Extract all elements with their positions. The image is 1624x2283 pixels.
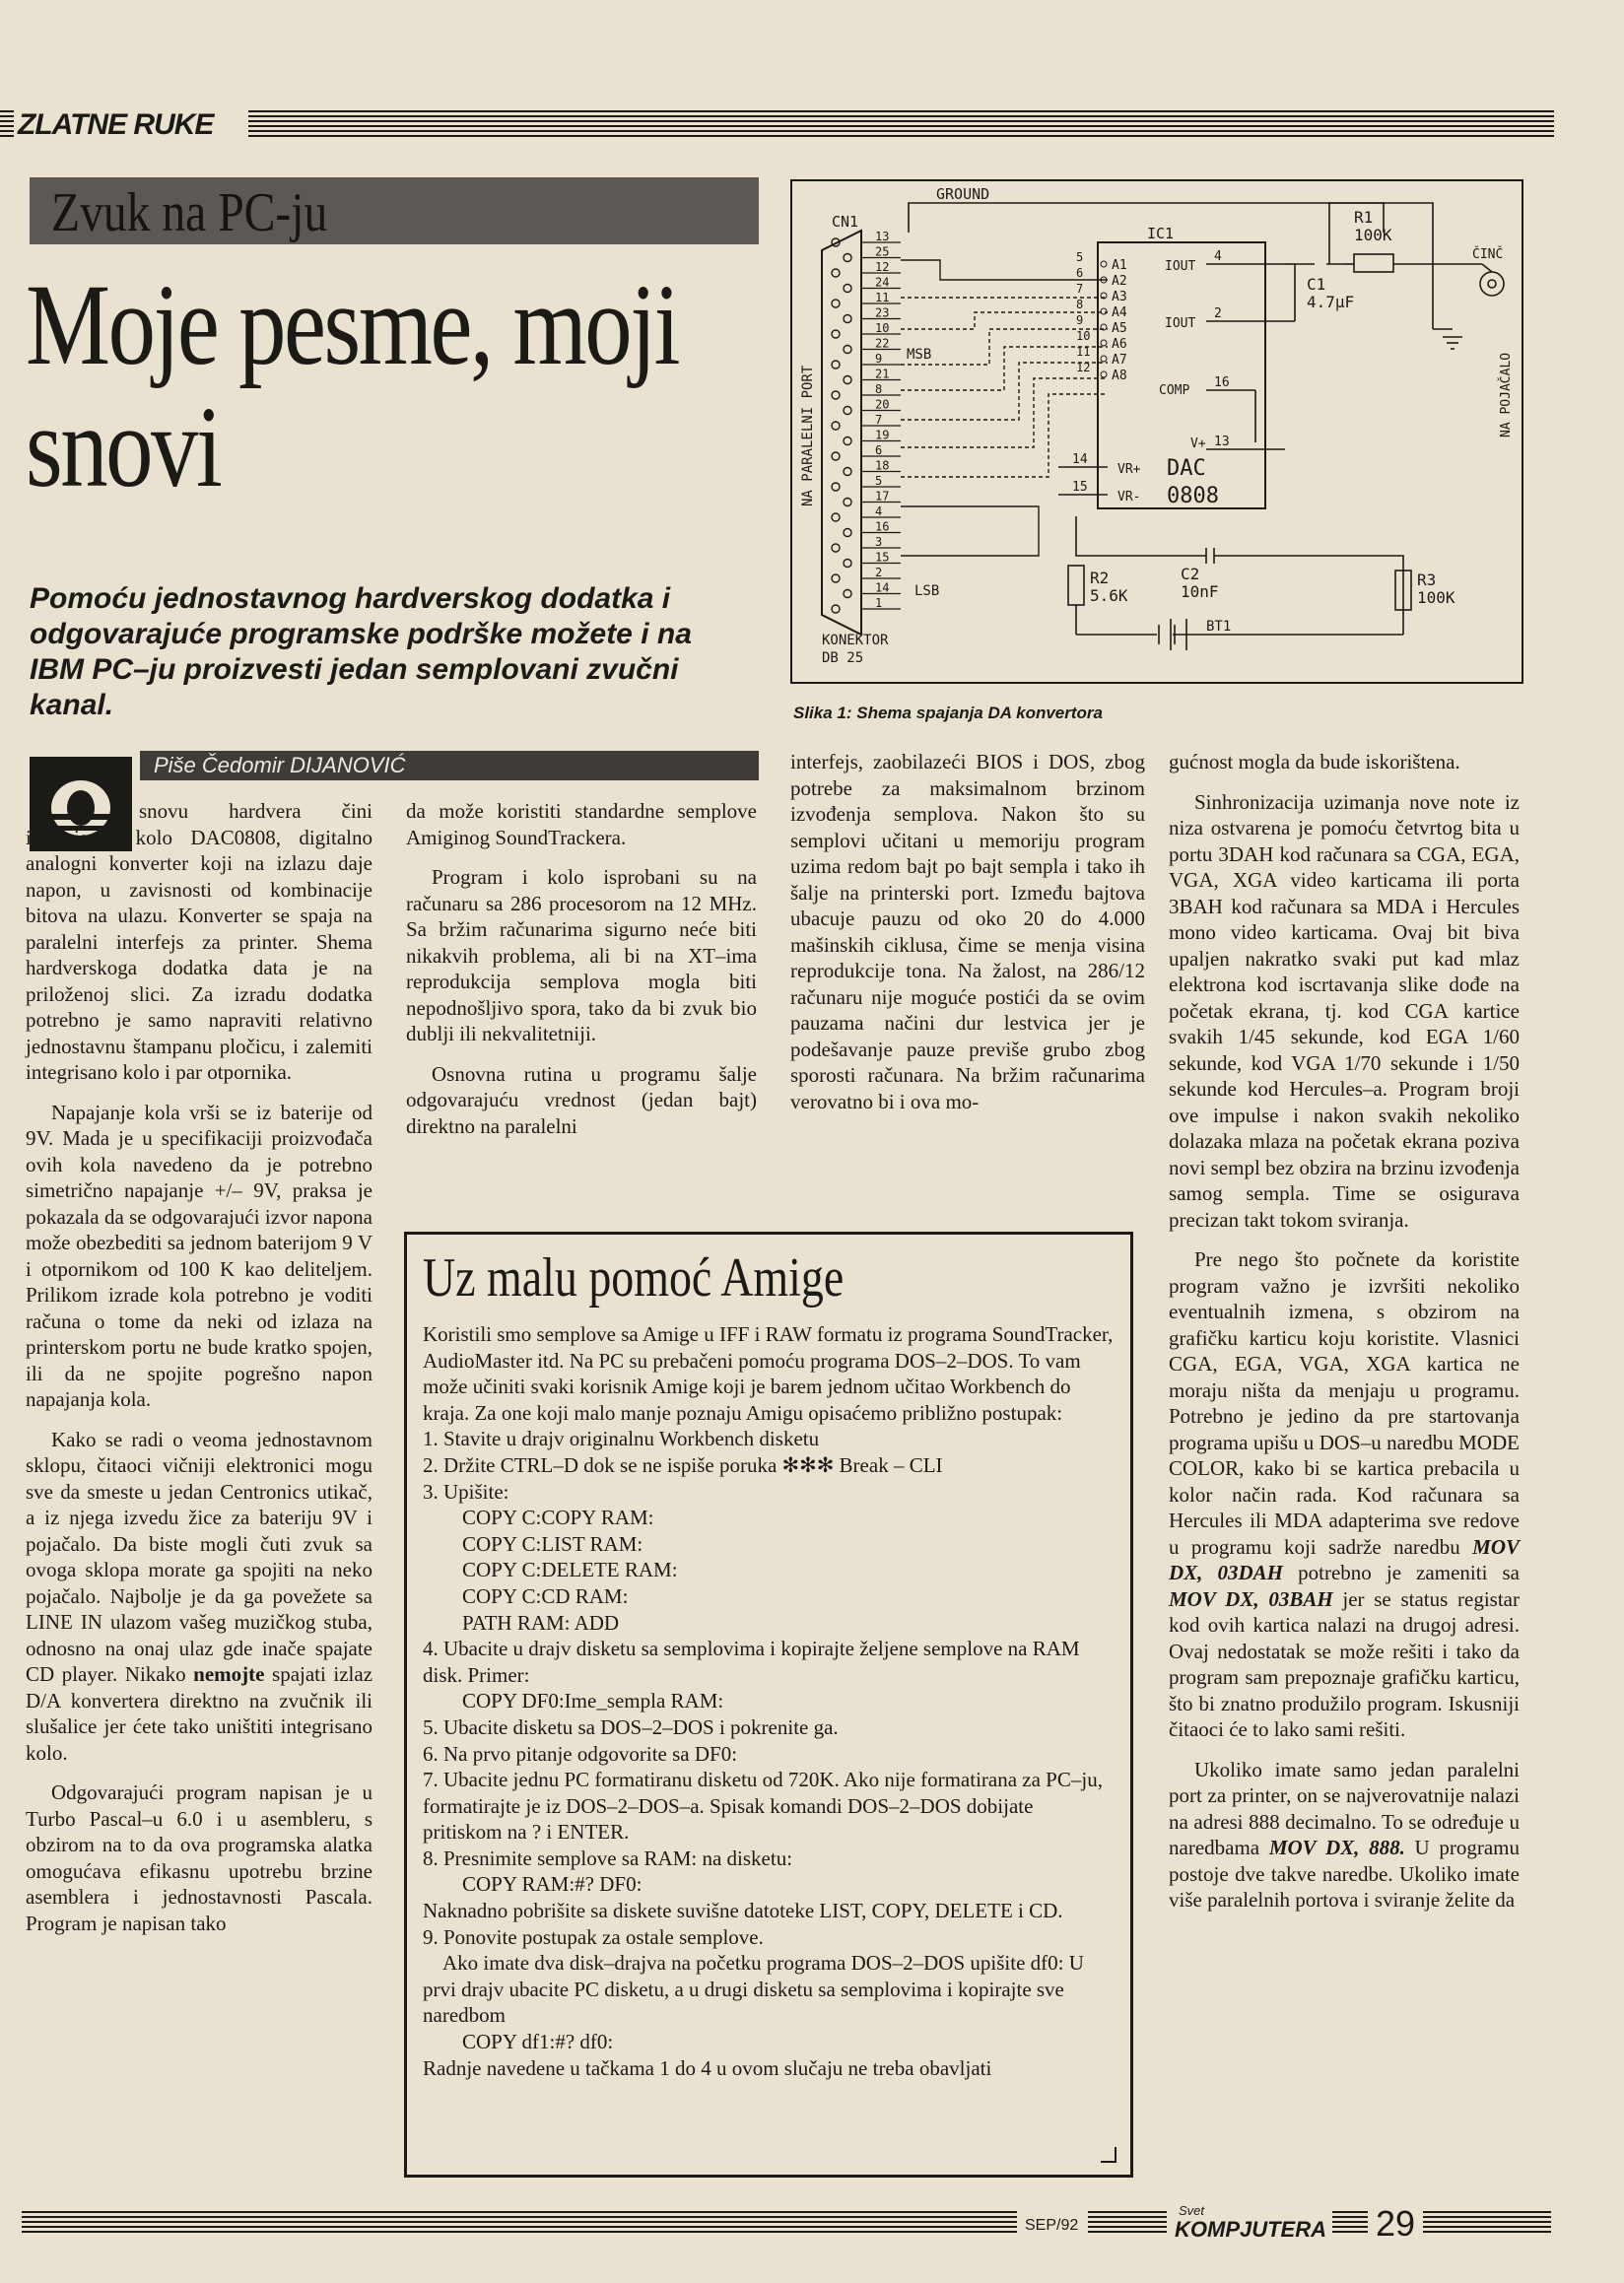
sidebar-box [404,1232,1133,2178]
connector-pin-number: 7 [875,413,883,427]
connector-pin [844,346,851,354]
connector-pin-number: 21 [875,367,890,381]
connector-pin [832,452,840,460]
connector-pin [844,499,851,506]
label-r1-value: 100K [1354,226,1392,244]
connector-pin [844,529,851,537]
sidebar-line: COPY C:DELETE RAM: [462,1558,678,1582]
ic-pin [1101,371,1107,377]
connector-pin-number: 23 [875,305,890,320]
connector-pin [832,330,840,338]
connector-pin [832,422,840,430]
connector-pin [844,376,851,384]
label-cn1: CN1 [832,213,859,231]
connector-pin [844,315,851,323]
label-c2-value: 10nF [1181,582,1219,601]
ic-pin [1101,340,1107,346]
ic-pin [1101,261,1107,267]
connector-pin [844,285,851,293]
ic-pin [1101,308,1107,314]
ic-pin [1101,356,1107,362]
sidebar-line: 4. Ubacite u drajv disketu sa semplovima i kopirajte željene semplove na RAM disk. Primer: [423,1637,1080,1687]
footer-rule-right [1332,2211,1368,2233]
label-comp: COMP [1159,383,1190,398]
col2-para-3: Osnovna rutina u programu šalje odgovarajuću vrednost (jedan bajt) direktno na paralelni [406,1061,757,1138]
schematic-svg [792,181,1522,682]
footer-rule [22,2211,1017,2233]
label-dac: DAC [1167,456,1206,481]
footer-rule-mid [1088,2211,1167,2233]
header-rule-left [0,110,14,140]
label-iout2: IOUT [1165,316,1196,331]
connector-pin-number: 9 [875,352,883,366]
col4-para-3: Pre nego što počnete da koristite program važno je izvršiti nekoliko eventualnih izmena, s obzirom na grafičku karticu koju koristite. Vlasnici CGA, EGA, VGA, XGA kartica ne moraju ništa da menjaju u programu. Potrebno je jedino da pre startovanja programa upišu u DOS–u naredbu MODE COLOR, kako bi se kartica prebacila u kolor način rada. Kod računara sa Hercules ili MDA adapterima sve redove u programu koji sadrže naredbu MOV DX, 03DAH potrebno je zameniti sa MOV DX, 03BAH jer se status registar kod ovih kartica nalazi na drugoj adresi. Ovaj nedostatak se može rešiti i tako da program sam prepoznaje grafičku karticu, što bi znatno produžilo program. Iskusniji čitaoci će to lako sami rešiti. [1169,1247,1521,1741]
col2-para-2: Program i kolo isprobani su na računaru sa 286 procesorom na 12 MHz. Sa bržim računarima sigurno neće biti nikakvih problema, ali bi na XT–ima reprodukcija semplova mogla biti nepodnošljivo spora, tako da bi zvuk bio dublji ili nekvalitetniji. [406,865,757,1045]
sidebar-line: COPY C:LIST RAM: [462,1531,643,1556]
col3-para-1: interfejs, zaobilazeći BIOS i DOS, zbog potrebe za maksimalnom brzinom izvođenja semplova. Nakon što su semplovi učitani u memoriju program uzima redom bajt po bajt sempla i tako ih šalje na printerski port. Između bajtova ubacuje pauzu od oko 20 do 4.000 mašinskih ciklusa, čime se menja visina reprodukcije tona. Na žalost, na 286/12 računaru nije moguće postići da se ovim pauzama načini dur lestvica jer je podešavanje pauze previše grubo zbog sporosti računara. Na bržim računarima verovatno bi i ova mo- [790,750,1145,1113]
header-rule [248,110,1554,140]
sidebar-line: COPY RAM:#? DF0: [462,1872,643,1897]
kicker: Zvuk na PC-ju [51,182,328,243]
label-msb: MSB [907,347,932,363]
kicker-banner [30,177,759,244]
connector-pin-number: 12 [875,260,890,274]
box-end-mark [1101,2147,1116,2163]
sidebar-line: Radnje navedene u tačkama 1 do 4 u ovom slučaju ne treba obavljati [423,2055,992,2080]
connector-pin [832,300,840,307]
label-ic1: IC1 [1147,225,1175,242]
sidebar-line: Naknadno pobrišite sa diskete suvišne datoteke LIST, COPY, DELETE i CD. [423,1899,1063,1923]
col4-para-2: Sinhronizacija uzimanja nove note iz niza ostvarena je pomoću četvrtog bita u portu 3DAH kod računara sa CGA, EGA, VGA, XGA video karticama ili porta 3BAH kod računara sa MDA i Hercules mono video karticama. Ovaj bit biva upaljen nakratko svaki put kad mlaz elektrona kod iscrtavanja slike dođe na početak ekrana, tj. kod CGA kartice svakih 1/45 sekunde, kod EGA 1/60 sekunde, kod VGA 1/70 sekunde i 1/50 sekunde kod Hercules–a. Program broji ove impulse i nakon svakih nekoliko dolazaka mlaza na početak ekrana poziva novi sempl bez obzira na brzinu izvođenja samog sempla. Time se osigurava precizan takt tokom sviranja. [1169,789,1520,1232]
label-bt1: BT1 [1206,619,1232,635]
connector-pin-number: 18 [875,458,890,473]
pin-number: 4 [1214,249,1222,264]
sidebar-line: 6. Na prvo pitanje odgovorite sa DF0: [423,1741,738,1766]
label-port: NA PARALELNI PORT [800,365,816,506]
connector-pin-number: 14 [875,580,890,595]
headline-line-2: snovi [26,382,221,511]
column-1 [26,798,372,1950]
ic-pin-label: A7 [1112,353,1127,368]
sidebar-line: 8. Presnimite semplove sa RAM: na disketu: [423,1846,793,1870]
col1-para-1: snovu hardvera čini integrisano kolo DAC0808, digitalno analogni konverter koji na izlazu daje napon, u zavisnosti od kombinacije bitova na ulazu. Konverter se spaja na paralelni interfejs za printer. Shema hardverskoga dodatka data je na priloženoj slici. Za izradu dodatka potrebno je samo napraviti relativno jednostavnu štampanu pločicu, i zalemiti integrisano kolo i par otpornika. [26,799,372,1084]
ic-pin-number: 7 [1076,282,1084,296]
col1-para-4: Odgovarajući program napisan je u Turbo Pascal–u 6.0 i u asembleru, s obzirom na to da ova programska alatka omogućava efikasnu upotrebu brzine asemblera i jednostavnosti Pascala. Program je napisan tako [26,1780,372,1935]
sidebar-line: Ako imate dva disk–drajva na početku programa DOS–2–DOS upišite df0: U prvi drajv ubacite PC disketu, a u drugi disketu sa semplovima i kopirajte sve naredbom [423,1951,1084,2028]
connector-pin [832,605,840,613]
column-2 [406,798,757,1153]
connector-pin [832,361,840,369]
ic-pin-number: 12 [1076,361,1091,374]
label-dac-number: 0808 [1167,484,1219,508]
connector-pin-number: 13 [875,230,890,243]
connector-pin-number: 2 [875,566,883,579]
connector-pin-number: 15 [875,550,890,565]
connector-pin [844,437,851,445]
footer-issue: SEP/92 [1025,2217,1079,2234]
sidebar-body [423,1321,1115,2081]
connector-pin [832,544,840,552]
connector-pin [844,407,851,415]
connector-pin [832,574,840,582]
connector-pin [832,269,840,277]
connector-pin [832,513,840,521]
sidebar-line: COPY df1:#? df0: [462,2030,614,2054]
col4-para-4: Ukoliko imate samo jedan paralelni port za printer, on se najverovatnije nalazi na adresi 888 decimalno. To se određuje u naredbama MOV DX, 888. U programu postoje dve takve naredbe. Ukoliko imate više paralelnih portova i sviranje želite da [1169,1757,1521,1912]
schematic-figure [790,179,1523,684]
connector-pin-number: 16 [875,519,890,534]
col2-para-1: da može koristiti standardne semplove Amiginog SoundTrackera. [406,799,757,849]
figure-caption: Slika 1: Shema spajanja DA konvertora [793,704,1103,722]
sidebar-title: Uz malu pomoć Amige [423,1247,845,1309]
column-3 [790,749,1145,1128]
ground-wire [909,203,1384,233]
ic-pin-label: A1 [1112,258,1127,273]
ic-pin-label: A5 [1112,321,1127,336]
sidebar-line: 7. Ubacite jednu PC formatiranu disketu od 720K. Ako nije formatirana za PC–ju, formatirajte je iz DOS–2–DOS–a. Spisak komandi DOS–2–DOS dobijate pritiskom na ? i ENTER. [423,1768,1103,1845]
label-r2-value: 5.6K [1090,586,1128,605]
col1-para-3: Kako se radi o veoma jednostavnom sklopu, čitaoci vičniji elektronici mogu sve da smeste u jedan Centronics utikač, a iz njega izvedu žice za bateriju 9V i pojačalo. Da biste mogli čuti zvuk sa ovoga sklopa morate ga spojiti na neko pojačalo. Najbolje je da ga povežete sa LINE IN ulazom vašeg muzičkog stuba, odnosno na onaj ulaz gde inače spajate CD player. Nikako nemojte spajati izlaz D/A konvertera direktno na zvučnik ili slušalice jer ćete tako uništiti integrisano kolo. [26,1427,373,1765]
ic-pin-label: A8 [1112,369,1127,383]
col4-para-1: gućnost mogla da bude iskorištena. [1169,750,1460,773]
label-r3: R3 [1417,571,1437,589]
column-4 [1169,749,1520,1927]
ic-pin-number: 10 [1076,329,1091,343]
ic-pin-number: 9 [1076,313,1084,327]
ic-pin-label: A2 [1112,274,1127,289]
label-vrminus: VR- [1117,490,1141,504]
label-vrplus: VR+ [1117,462,1141,477]
sidebar-line: COPY C:CD RAM: [462,1583,629,1608]
footer-rule-end [1423,2211,1551,2233]
connector-pin-number: 10 [875,321,890,335]
pin-number: 15 [1072,480,1088,495]
label-pojacalo: NA POJAČALO [1499,352,1514,437]
footer-brand-small: Svet [1179,2203,1205,2218]
connector-pin [844,468,851,476]
lead-paragraph: Pomoću jednostavnog hardverskog dodatka i odgovarajuće programske podrške možete i na IBM PC–ju proizvesti jedan semplovani zvučni kanal. [30,582,692,721]
ic-pin-label: A6 [1112,337,1127,352]
label-ground: GROUND [936,185,990,203]
ic-pin-number: 5 [1076,250,1084,264]
emphasis-nemojte: nemojte [193,1662,265,1686]
label-r2: R2 [1090,569,1110,587]
connector-pin-number: 25 [875,244,890,259]
label-r1: R1 [1354,208,1374,227]
connector-pin [844,560,851,568]
connector-pin-number: 3 [875,535,883,549]
connector-pin-number: 8 [875,382,883,396]
label-c1: C1 [1307,275,1326,294]
headline [26,260,679,511]
connector-pin-number: 5 [875,474,883,488]
sidebar-line: PATH RAM: ADD [462,1610,620,1635]
pin-number: 16 [1214,375,1230,390]
connector-pin-number: 19 [875,428,890,442]
sidebar-line: COPY DF0:Ime_sempla RAM: [462,1689,724,1713]
ic-pin-label: A4 [1112,305,1127,320]
label-c1-value: 4.7µF [1307,293,1355,311]
connector-pin [832,483,840,491]
byline: Piše Čedomir DIJANOVIĆ [140,751,759,780]
label-r3-value: 100K [1417,588,1455,607]
label-konektor: KONEKTOR [822,633,889,648]
connector-pin [844,590,851,598]
sidebar-line: Koristili smo semplove sa Amige u IFF i RAW formatu iz programa SoundTracker, AudioMaster itd. Na PC su prebačeni pomoću programa DOS–2–DOS. To vam može učiniti svaki korisnik Amige koji je barem jednom učitao Workbench do kraja. Za one koji malo manje poznaju Amigu opisaćemo približno postupak: [423,1322,1114,1425]
connector-body [822,231,861,635]
pin-number: 13 [1214,435,1230,449]
connector-pin-number: 17 [875,489,890,504]
section-title: ZLATNE RUKE [18,108,214,141]
sidebar-line: 1. Stavite u drajv originalnu Workbench disketu [423,1427,820,1451]
label-db25: DB 25 [822,650,864,666]
connector-pin-number: 22 [875,336,890,351]
label-cinc: ČINČ [1472,247,1504,262]
connector-pin [832,391,840,399]
col1-para-2: Napajanje kola vrši se iz baterije od 9V. Mada je u specifikaciji proizvođača ovih kola navedeno da je potrebno simetrično napajanje +/– 9V, praksa je pokazala da se odgovarajući izvor napona može obezbediti sa jednom baterijom 9 V i otpornikom od 100 K kao deliteljem. Prilikom izrade kola potrebno je voditi računa o tome da neki od izlaza na printerskom portu ne bude kratko spojen, ili da ne spojite pogrešno napon napajanja kola. [26,1100,372,1411]
sidebar-line: 5. Ubacite disketu sa DOS–2–DOS i pokrenite ga. [423,1714,839,1739]
connector-pin-number: 20 [875,397,890,412]
label-lsb: LSB [914,583,940,599]
connector-pins [832,230,901,613]
ic-pin-number: 11 [1076,345,1091,359]
sidebar-line: 3. Upišite: [423,1479,509,1504]
label-c2: C2 [1181,565,1200,583]
connector-pin-number: 11 [875,291,890,304]
headline-line-1: Moje pesme, moji [26,260,679,389]
ic-pin-number: 6 [1076,266,1084,280]
page-number: 29 [1376,2203,1416,2244]
pin-number: 14 [1072,452,1088,467]
connector-pin-number: 24 [875,275,890,290]
ic-pins [1076,250,1127,383]
pin-number: 2 [1214,306,1222,321]
ic-pin-number: 8 [1076,298,1084,311]
ic-pin-label: A3 [1112,290,1127,304]
label-iout1: IOUT [1165,259,1196,274]
connector-pin [844,254,851,262]
connector-pin-number: 4 [875,504,883,518]
sidebar-line: 2. Držite CTRL–D dok se ne ispiše poruka ✻✻✻ Break – CLI [423,1452,943,1477]
footer-brand: KOMPJUTERA [1175,2217,1327,2242]
connector-pin-number: 1 [875,596,883,610]
label-vplus: V+ [1190,436,1206,451]
sidebar-line: 9. Ponovite postupak za ostale semplove. [423,1924,764,1949]
connector-pin-number: 6 [875,443,883,457]
sidebar-line: COPY C:COPY RAM: [462,1506,654,1530]
output-wires [1058,181,1504,650]
